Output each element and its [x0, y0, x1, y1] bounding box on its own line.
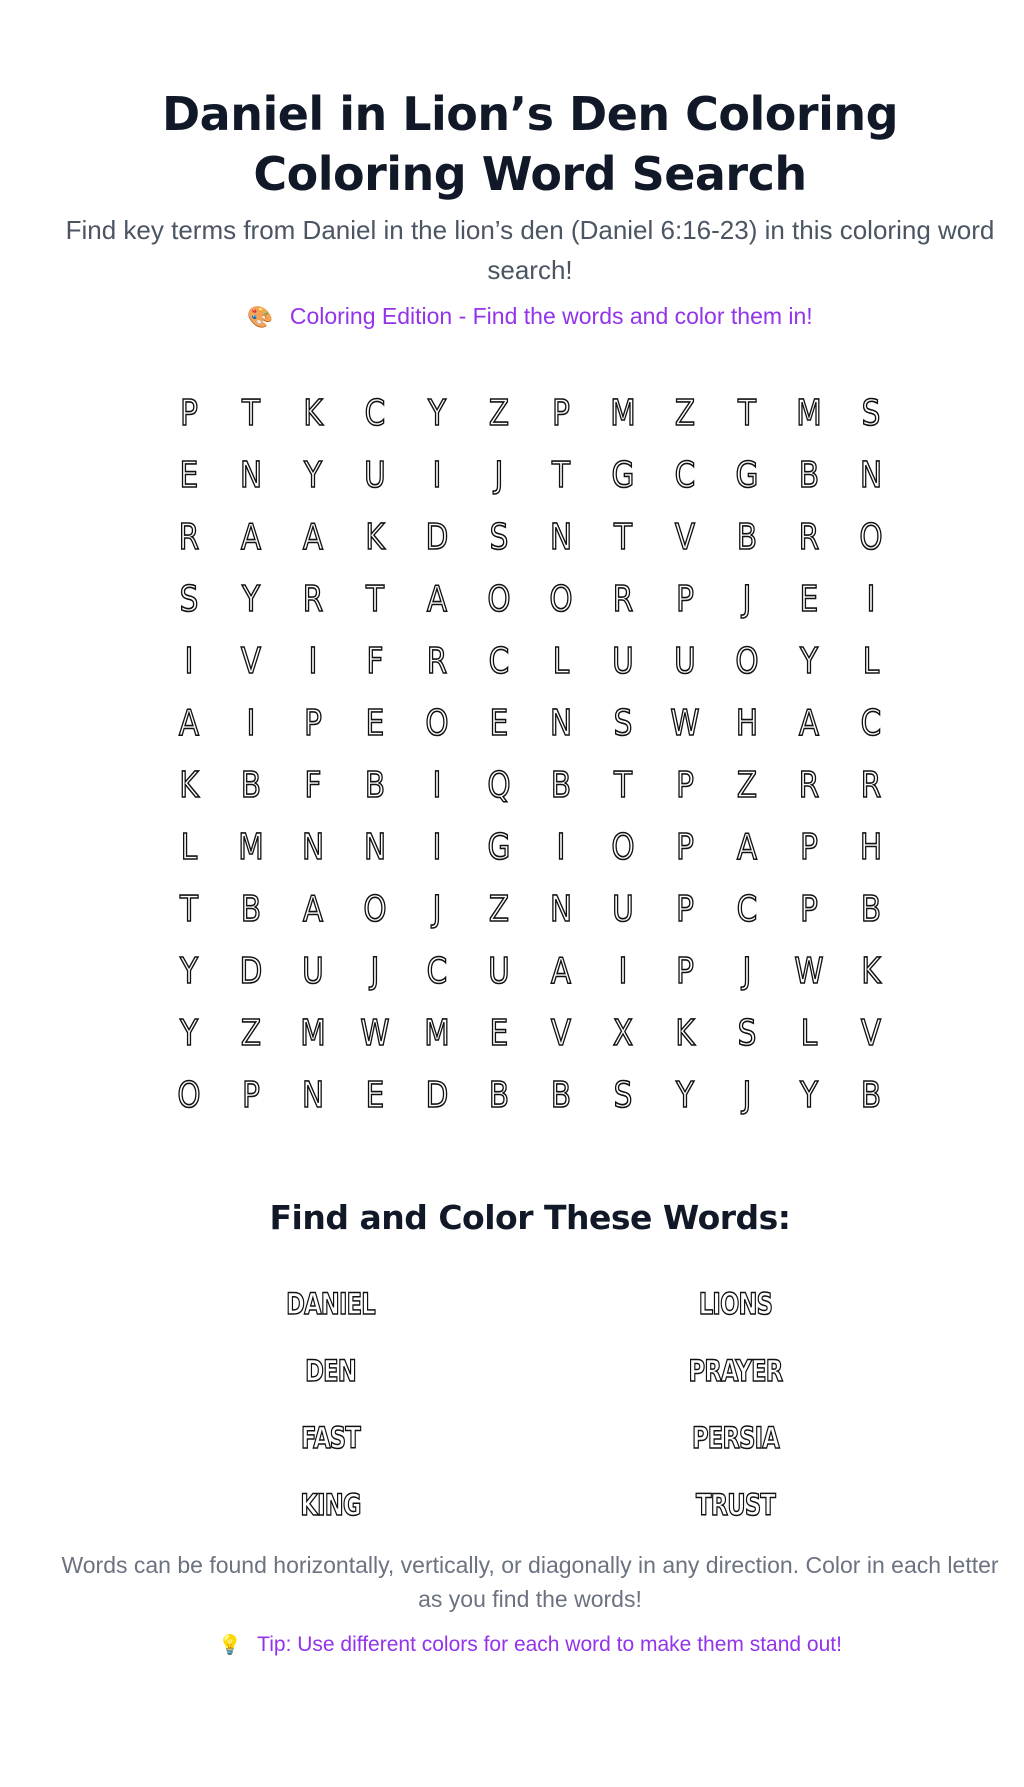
- grid-cell[interactable]: K: [675, 1012, 695, 1054]
- grid-cell[interactable]: A: [178, 702, 200, 744]
- grid-cell[interactable]: H: [735, 702, 759, 744]
- grid-cell[interactable]: O: [487, 578, 511, 620]
- grid-cell[interactable]: B: [798, 454, 820, 496]
- grid-cell[interactable]: Y: [241, 578, 261, 620]
- grid-cell[interactable]: B: [364, 764, 386, 806]
- grid-cell[interactable]: R: [178, 516, 200, 558]
- grid-cell[interactable]: I: [866, 578, 876, 620]
- grid-cell[interactable]: U: [488, 950, 510, 992]
- grid-cell[interactable]: T: [613, 764, 633, 806]
- grid-cell[interactable]: T: [365, 578, 385, 620]
- grid-cell[interactable]: D: [239, 950, 263, 992]
- grid-cell[interactable]: O: [611, 826, 635, 868]
- grid-cell[interactable]: X: [612, 1012, 634, 1054]
- grid-cell[interactable]: N: [859, 454, 883, 496]
- word-list-item: PRAYER: [688, 1353, 783, 1388]
- grid-cell[interactable]: C: [426, 950, 448, 992]
- grid-cell[interactable]: N: [301, 1074, 325, 1116]
- grid-cell[interactable]: R: [798, 764, 820, 806]
- grid-cell[interactable]: E: [489, 702, 509, 744]
- page-subtitle: Find key terms from Daniel in the lion’s den (Daniel 6:16-23) in this coloring word search!: [65, 215, 995, 285]
- word-list-item: PERSIA: [692, 1420, 779, 1455]
- grid-cell[interactable]: C: [736, 888, 758, 930]
- grid-cell[interactable]: C: [674, 454, 696, 496]
- grid-cell[interactable]: I: [618, 950, 628, 992]
- grid-cell[interactable]: W: [794, 950, 824, 992]
- grid-cell[interactable]: P: [676, 578, 694, 620]
- word-list-heading: Find and Color These Words:: [269, 1198, 791, 1237]
- tip-text: Tip: Use different colors for each word to make them stand out!: [257, 1633, 842, 1656]
- grid-cell[interactable]: N: [549, 516, 573, 558]
- grid-cell[interactable]: G: [487, 826, 511, 868]
- grid-cell[interactable]: P: [676, 888, 694, 930]
- grid-cell[interactable]: K: [365, 516, 385, 558]
- grid-cell[interactable]: I: [556, 826, 566, 868]
- grid-cell[interactable]: S: [861, 392, 881, 434]
- word-list-item: KING: [300, 1487, 361, 1522]
- grid-cell[interactable]: B: [860, 888, 882, 930]
- grid-cell[interactable]: K: [179, 764, 199, 806]
- grid-cell[interactable]: O: [425, 702, 449, 744]
- grid-cell[interactable]: A: [302, 516, 324, 558]
- grid-cell[interactable]: N: [549, 888, 573, 930]
- grid-cell[interactable]: J: [494, 454, 504, 496]
- word-list-item: DEN: [305, 1353, 356, 1388]
- grid-cell[interactable]: P: [676, 826, 694, 868]
- grid-cell[interactable]: S: [489, 516, 509, 558]
- grid-cell[interactable]: P: [552, 392, 570, 434]
- grid-cell[interactable]: P: [800, 826, 818, 868]
- tip-banner: [60, 1630, 1000, 1661]
- grid-cell[interactable]: Y: [179, 950, 199, 992]
- grid-cell[interactable]: O: [549, 578, 573, 620]
- grid-cell[interactable]: J: [742, 578, 752, 620]
- grid-cell[interactable]: Y: [675, 1074, 695, 1116]
- grid-cell[interactable]: I: [432, 826, 442, 868]
- grid-cell[interactable]: O: [735, 640, 759, 682]
- grid-cell[interactable]: A: [736, 826, 758, 868]
- grid-cell[interactable]: F: [304, 764, 322, 806]
- grid-cell[interactable]: A: [240, 516, 262, 558]
- grid-cell[interactable]: V: [240, 640, 262, 682]
- grid-cell[interactable]: E: [489, 1012, 509, 1054]
- grid-cell[interactable]: V: [674, 516, 696, 558]
- palette-icon: 🎨: [247, 306, 274, 329]
- grid-cell[interactable]: K: [303, 392, 323, 434]
- grid-cell[interactable]: O: [363, 888, 387, 930]
- grid-cell[interactable]: M: [238, 826, 264, 868]
- word-list-item: TRUST: [695, 1487, 776, 1522]
- grid-cell[interactable]: Y: [799, 1074, 819, 1116]
- edition-banner: [60, 300, 1000, 334]
- grid-cell[interactable]: K: [861, 950, 881, 992]
- grid-cell[interactable]: J: [742, 1074, 752, 1116]
- grid-cell[interactable]: U: [302, 950, 324, 992]
- grid-cell[interactable]: D: [425, 516, 449, 558]
- grid-cell[interactable]: G: [611, 454, 635, 496]
- grid-cell[interactable]: P: [800, 888, 818, 930]
- grid-cell[interactable]: P: [180, 392, 198, 434]
- grid-cell[interactable]: A: [550, 950, 572, 992]
- grid-cell[interactable]: H: [859, 826, 883, 868]
- grid-cell[interactable]: O: [859, 516, 883, 558]
- grid-cell[interactable]: N: [239, 454, 263, 496]
- grid-cell[interactable]: D: [425, 1074, 449, 1116]
- grid-cell[interactable]: R: [860, 764, 882, 806]
- grid-cell[interactable]: Y: [179, 1012, 199, 1054]
- grid-cell[interactable]: Z: [488, 888, 510, 930]
- grid-cell[interactable]: Z: [488, 392, 510, 434]
- grid-cell[interactable]: I: [432, 764, 442, 806]
- grid-cell[interactable]: J: [742, 950, 752, 992]
- grid-cell[interactable]: B: [550, 764, 572, 806]
- grid-cell[interactable]: Z: [736, 764, 758, 806]
- grid-cell[interactable]: B: [860, 1074, 882, 1116]
- grid-cell[interactable]: I: [184, 640, 194, 682]
- grid-cell[interactable]: C: [364, 392, 386, 434]
- grid-cell[interactable]: V: [860, 1012, 882, 1054]
- word-list-item: LIONS: [698, 1286, 773, 1321]
- grid-cell[interactable]: L: [552, 640, 570, 682]
- grid-cell[interactable]: E: [365, 1074, 385, 1116]
- grid-cell[interactable]: U: [612, 640, 634, 682]
- grid-cell[interactable]: U: [364, 454, 386, 496]
- grid-cell[interactable]: I: [432, 454, 442, 496]
- grid-cell[interactable]: N: [363, 826, 387, 868]
- grid-cell[interactable]: V: [550, 1012, 572, 1054]
- grid-cell[interactable]: O: [177, 1074, 201, 1116]
- grid-cell[interactable]: L: [800, 1012, 818, 1054]
- grid-cell[interactable]: T: [241, 392, 261, 434]
- grid-cell[interactable]: U: [612, 888, 634, 930]
- grid-cell[interactable]: E: [179, 454, 199, 496]
- grid-cell[interactable]: B: [488, 1074, 510, 1116]
- word-list-item: DANIEL: [286, 1286, 375, 1321]
- grid-cell[interactable]: Z: [674, 392, 696, 434]
- grid-cell[interactable]: B: [736, 516, 758, 558]
- word-list-item: FAST: [301, 1420, 360, 1455]
- grid-cell[interactable]: N: [301, 826, 325, 868]
- grid-cell[interactable]: R: [798, 516, 820, 558]
- grid-cell[interactable]: Y: [303, 454, 323, 496]
- grid-cell[interactable]: R: [426, 640, 448, 682]
- grid-cell[interactable]: G: [735, 454, 759, 496]
- page-title: Daniel in Lion’s Den Coloring Coloring Word Search: [161, 87, 899, 201]
- grid-cell[interactable]: S: [613, 1074, 633, 1116]
- grid-cell[interactable]: E: [365, 702, 385, 744]
- grid-cell[interactable]: Q: [487, 764, 511, 806]
- grid-cell[interactable]: P: [304, 702, 322, 744]
- lightbulb-icon: 💡: [218, 1635, 242, 1656]
- grid-cell[interactable]: C: [488, 640, 510, 682]
- grid-cell[interactable]: W: [360, 1012, 390, 1054]
- grid-cell[interactable]: A: [798, 702, 820, 744]
- grid-cell[interactable]: J: [370, 950, 380, 992]
- grid-cell[interactable]: B: [240, 888, 262, 930]
- word-search-grid: [158, 382, 902, 1126]
- grid-cell[interactable]: P: [676, 764, 694, 806]
- grid-cell[interactable]: T: [613, 516, 633, 558]
- grid-cell[interactable]: S: [737, 1012, 757, 1054]
- grid-cell[interactable]: I: [246, 702, 256, 744]
- grid-cell[interactable]: Y: [427, 392, 447, 434]
- grid-cell[interactable]: M: [424, 1012, 450, 1054]
- grid-cell[interactable]: R: [302, 578, 324, 620]
- grid-cell[interactable]: T: [551, 454, 571, 496]
- word-list: [128, 1270, 938, 1538]
- edition-text: Coloring Edition - Find the words and color them in!: [289, 303, 813, 329]
- grid-cell[interactable]: E: [799, 578, 819, 620]
- grid-cell[interactable]: M: [610, 392, 636, 434]
- grid-cell[interactable]: F: [366, 640, 384, 682]
- grid-cell[interactable]: T: [737, 392, 757, 434]
- grid-cell[interactable]: N: [549, 702, 573, 744]
- grid-cell[interactable]: M: [796, 392, 822, 434]
- grid-cell[interactable]: B: [550, 1074, 572, 1116]
- grid-cell[interactable]: L: [180, 826, 198, 868]
- grid-cell[interactable]: T: [179, 888, 199, 930]
- grid-cell[interactable]: I: [308, 640, 318, 682]
- grid-cell[interactable]: B: [240, 764, 262, 806]
- grid-cell[interactable]: L: [862, 640, 880, 682]
- grid-cell[interactable]: A: [426, 578, 448, 620]
- grid-cell[interactable]: S: [613, 702, 633, 744]
- grid-cell[interactable]: C: [860, 702, 882, 744]
- grid-cell[interactable]: P: [242, 1074, 260, 1116]
- grid-cell[interactable]: Z: [240, 1012, 262, 1054]
- grid-cell[interactable]: A: [302, 888, 324, 930]
- grid-cell[interactable]: W: [670, 702, 700, 744]
- grid-cell[interactable]: J: [432, 888, 442, 930]
- grid-cell[interactable]: P: [676, 950, 694, 992]
- grid-cell[interactable]: R: [612, 578, 634, 620]
- grid-cell[interactable]: Y: [799, 640, 819, 682]
- instructions-text: Words can be found horizontally, vertically, or diagonally in any direction. Color in each letter as you find the words!: [61, 1552, 999, 1612]
- grid-cell[interactable]: S: [179, 578, 199, 620]
- grid-cell[interactable]: M: [300, 1012, 326, 1054]
- grid-cell[interactable]: U: [674, 640, 696, 682]
